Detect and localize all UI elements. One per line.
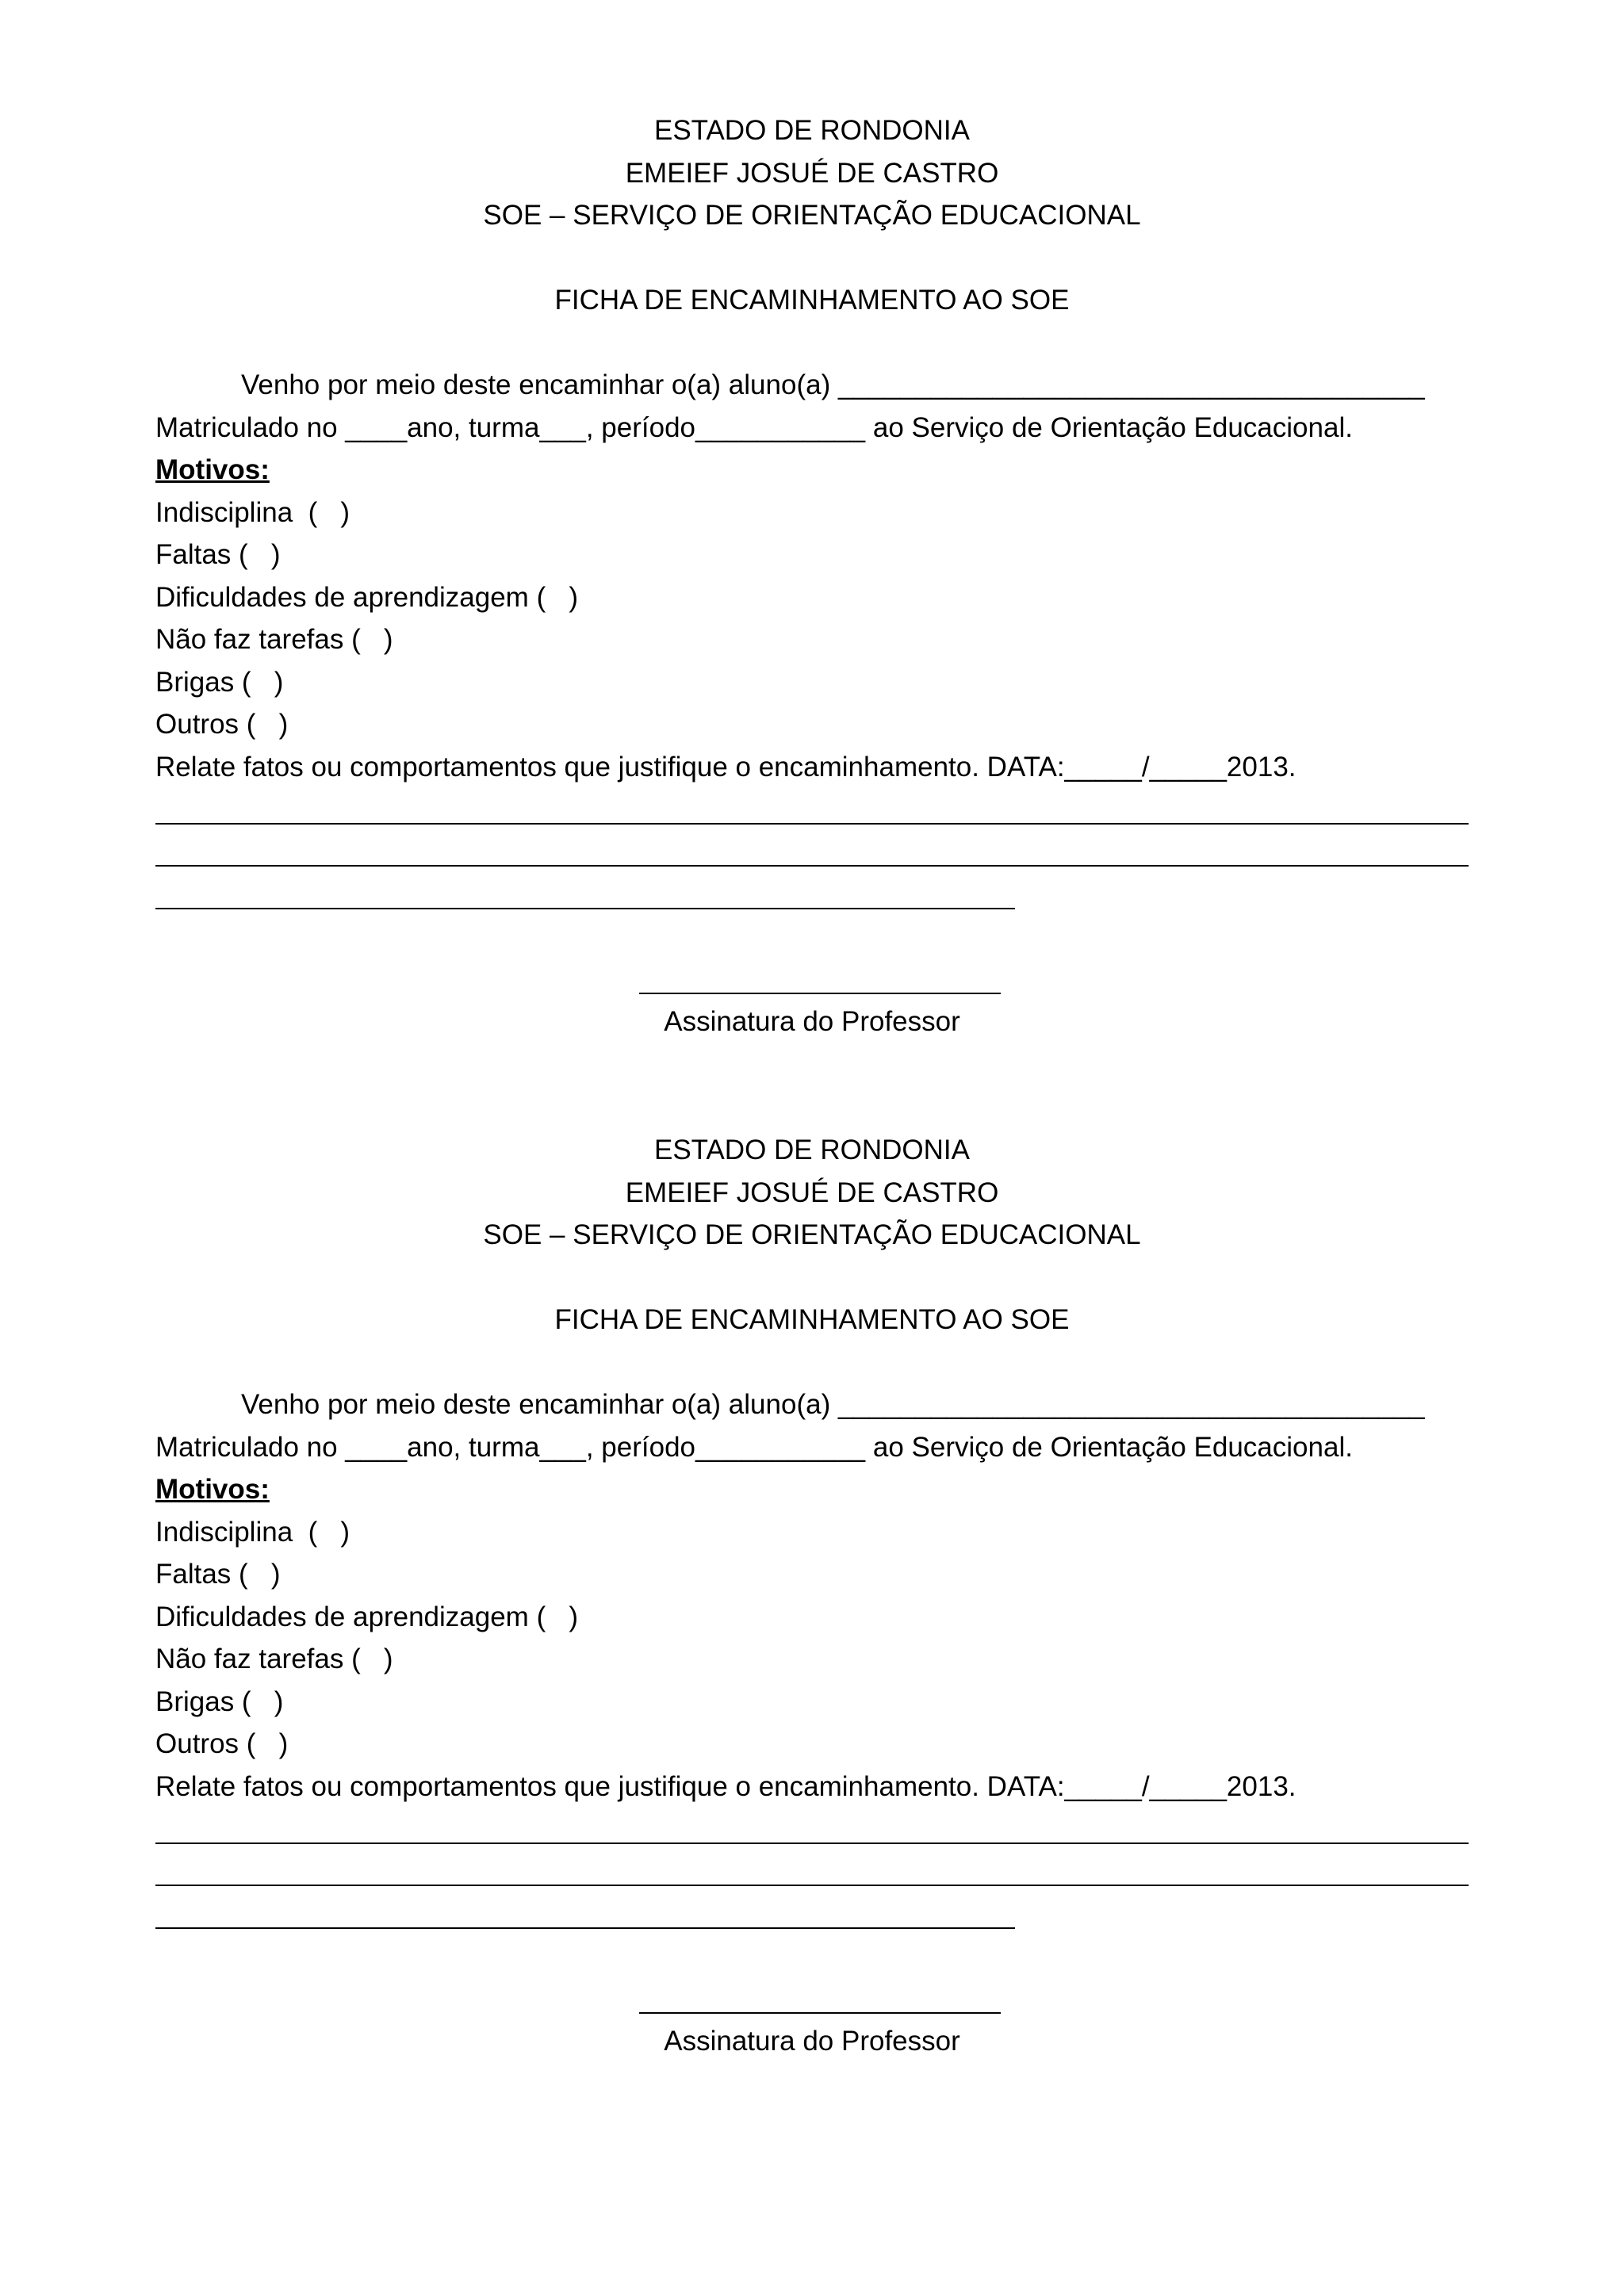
reason-no-homework-checkbox[interactable]: Não faz tarefas ( ) <box>155 1644 393 1674</box>
header-school: EMEIEF JOSUÉ DE CASTRO <box>625 1177 999 1208</box>
report-instructions-date-line[interactable]: Relate fatos ou comportamentos que justifique o encaminhamento. DATA:_____/_____2013. <box>155 751 1297 783</box>
enrollment-line[interactable]: Matriculado no ____ano, turma___, período___________ ao Serviço de Orientação Educacional. <box>155 411 1353 443</box>
reason-fights-checkbox[interactable]: Brigas ( ) <box>155 1686 284 1717</box>
student-referral-line[interactable]: Venho por meio deste encaminhar o(a) aluno(a) ______________________________________ <box>241 1389 1425 1420</box>
reason-other-checkbox[interactable]: Outros ( ) <box>155 709 289 740</box>
spacer <box>155 1257 1469 1299</box>
report-line-1[interactable] <box>155 1808 1469 1850</box>
signature-label: Assinatura do Professor <box>664 1005 960 1037</box>
spacer <box>155 1341 1469 1384</box>
form-title: FICHA DE ENCAMINHAMENTO AO SOE <box>554 1304 1070 1335</box>
reasons-heading: Motivos: <box>155 454 270 485</box>
reason-indiscipline-checkbox[interactable]: Indisciplina ( ) <box>155 496 350 528</box>
spacer <box>155 237 1469 280</box>
spacer <box>155 916 1469 959</box>
reason-learning-difficulties-checkbox[interactable]: Dificuldades de aprendizagem ( ) <box>155 581 579 613</box>
header-state: ESTADO DE RONDONIA <box>653 1135 970 1165</box>
student-referral-line[interactable]: Venho por meio deste encaminhar o(a) aluno(a) ______________________________________ <box>241 369 1425 400</box>
referral-form-2 <box>155 1129 1469 2062</box>
reason-fights-checkbox[interactable]: Brigas ( ) <box>155 666 284 698</box>
reason-absences-checkbox[interactable]: Faltas ( ) <box>155 1559 281 1590</box>
report-line-3[interactable] <box>155 1892 1469 1935</box>
header-state: ESTADO DE RONDONIA <box>653 115 970 146</box>
report-line-1[interactable] <box>155 788 1469 831</box>
reason-indiscipline-checkbox[interactable]: Indisciplina ( ) <box>155 1516 350 1548</box>
reasons-heading: Motivos: <box>155 1474 270 1505</box>
report-line-3[interactable] <box>155 873 1469 916</box>
signature-line[interactable] <box>155 1977 1469 2020</box>
referral-form-1 <box>155 109 1469 1043</box>
spacer <box>155 1935 1469 1978</box>
spacer <box>155 322 1469 365</box>
signature-label: Assinatura do Professor <box>664 2025 960 2057</box>
enrollment-line[interactable]: Matriculado no ____ano, turma___, período___________ ao Serviço de Orientação Educacional. <box>155 1431 1353 1463</box>
report-instructions-date-line[interactable]: Relate fatos ou comportamentos que justifique o encaminhamento. DATA:_____/_____2013. <box>155 1770 1297 1802</box>
reason-absences-checkbox[interactable]: Faltas ( ) <box>155 539 281 570</box>
reason-no-homework-checkbox[interactable]: Não faz tarefas ( ) <box>155 624 393 655</box>
report-line-2[interactable] <box>155 831 1469 874</box>
signature-line[interactable] <box>155 958 1469 1001</box>
reason-other-checkbox[interactable]: Outros ( ) <box>155 1728 289 1759</box>
form-title: FICHA DE ENCAMINHAMENTO AO SOE <box>554 285 1070 316</box>
report-line-2[interactable] <box>155 1850 1469 1893</box>
header-school: EMEIEF JOSUÉ DE CASTRO <box>625 157 999 189</box>
header-service: SOE – SERVIÇO DE ORIENTAÇÃO EDUCACIONAL <box>483 1219 1141 1250</box>
reason-learning-difficulties-checkbox[interactable]: Dificuldades de aprendizagem ( ) <box>155 1601 579 1632</box>
header-service: SOE – SERVIÇO DE ORIENTAÇÃO EDUCACIONAL <box>483 200 1141 231</box>
